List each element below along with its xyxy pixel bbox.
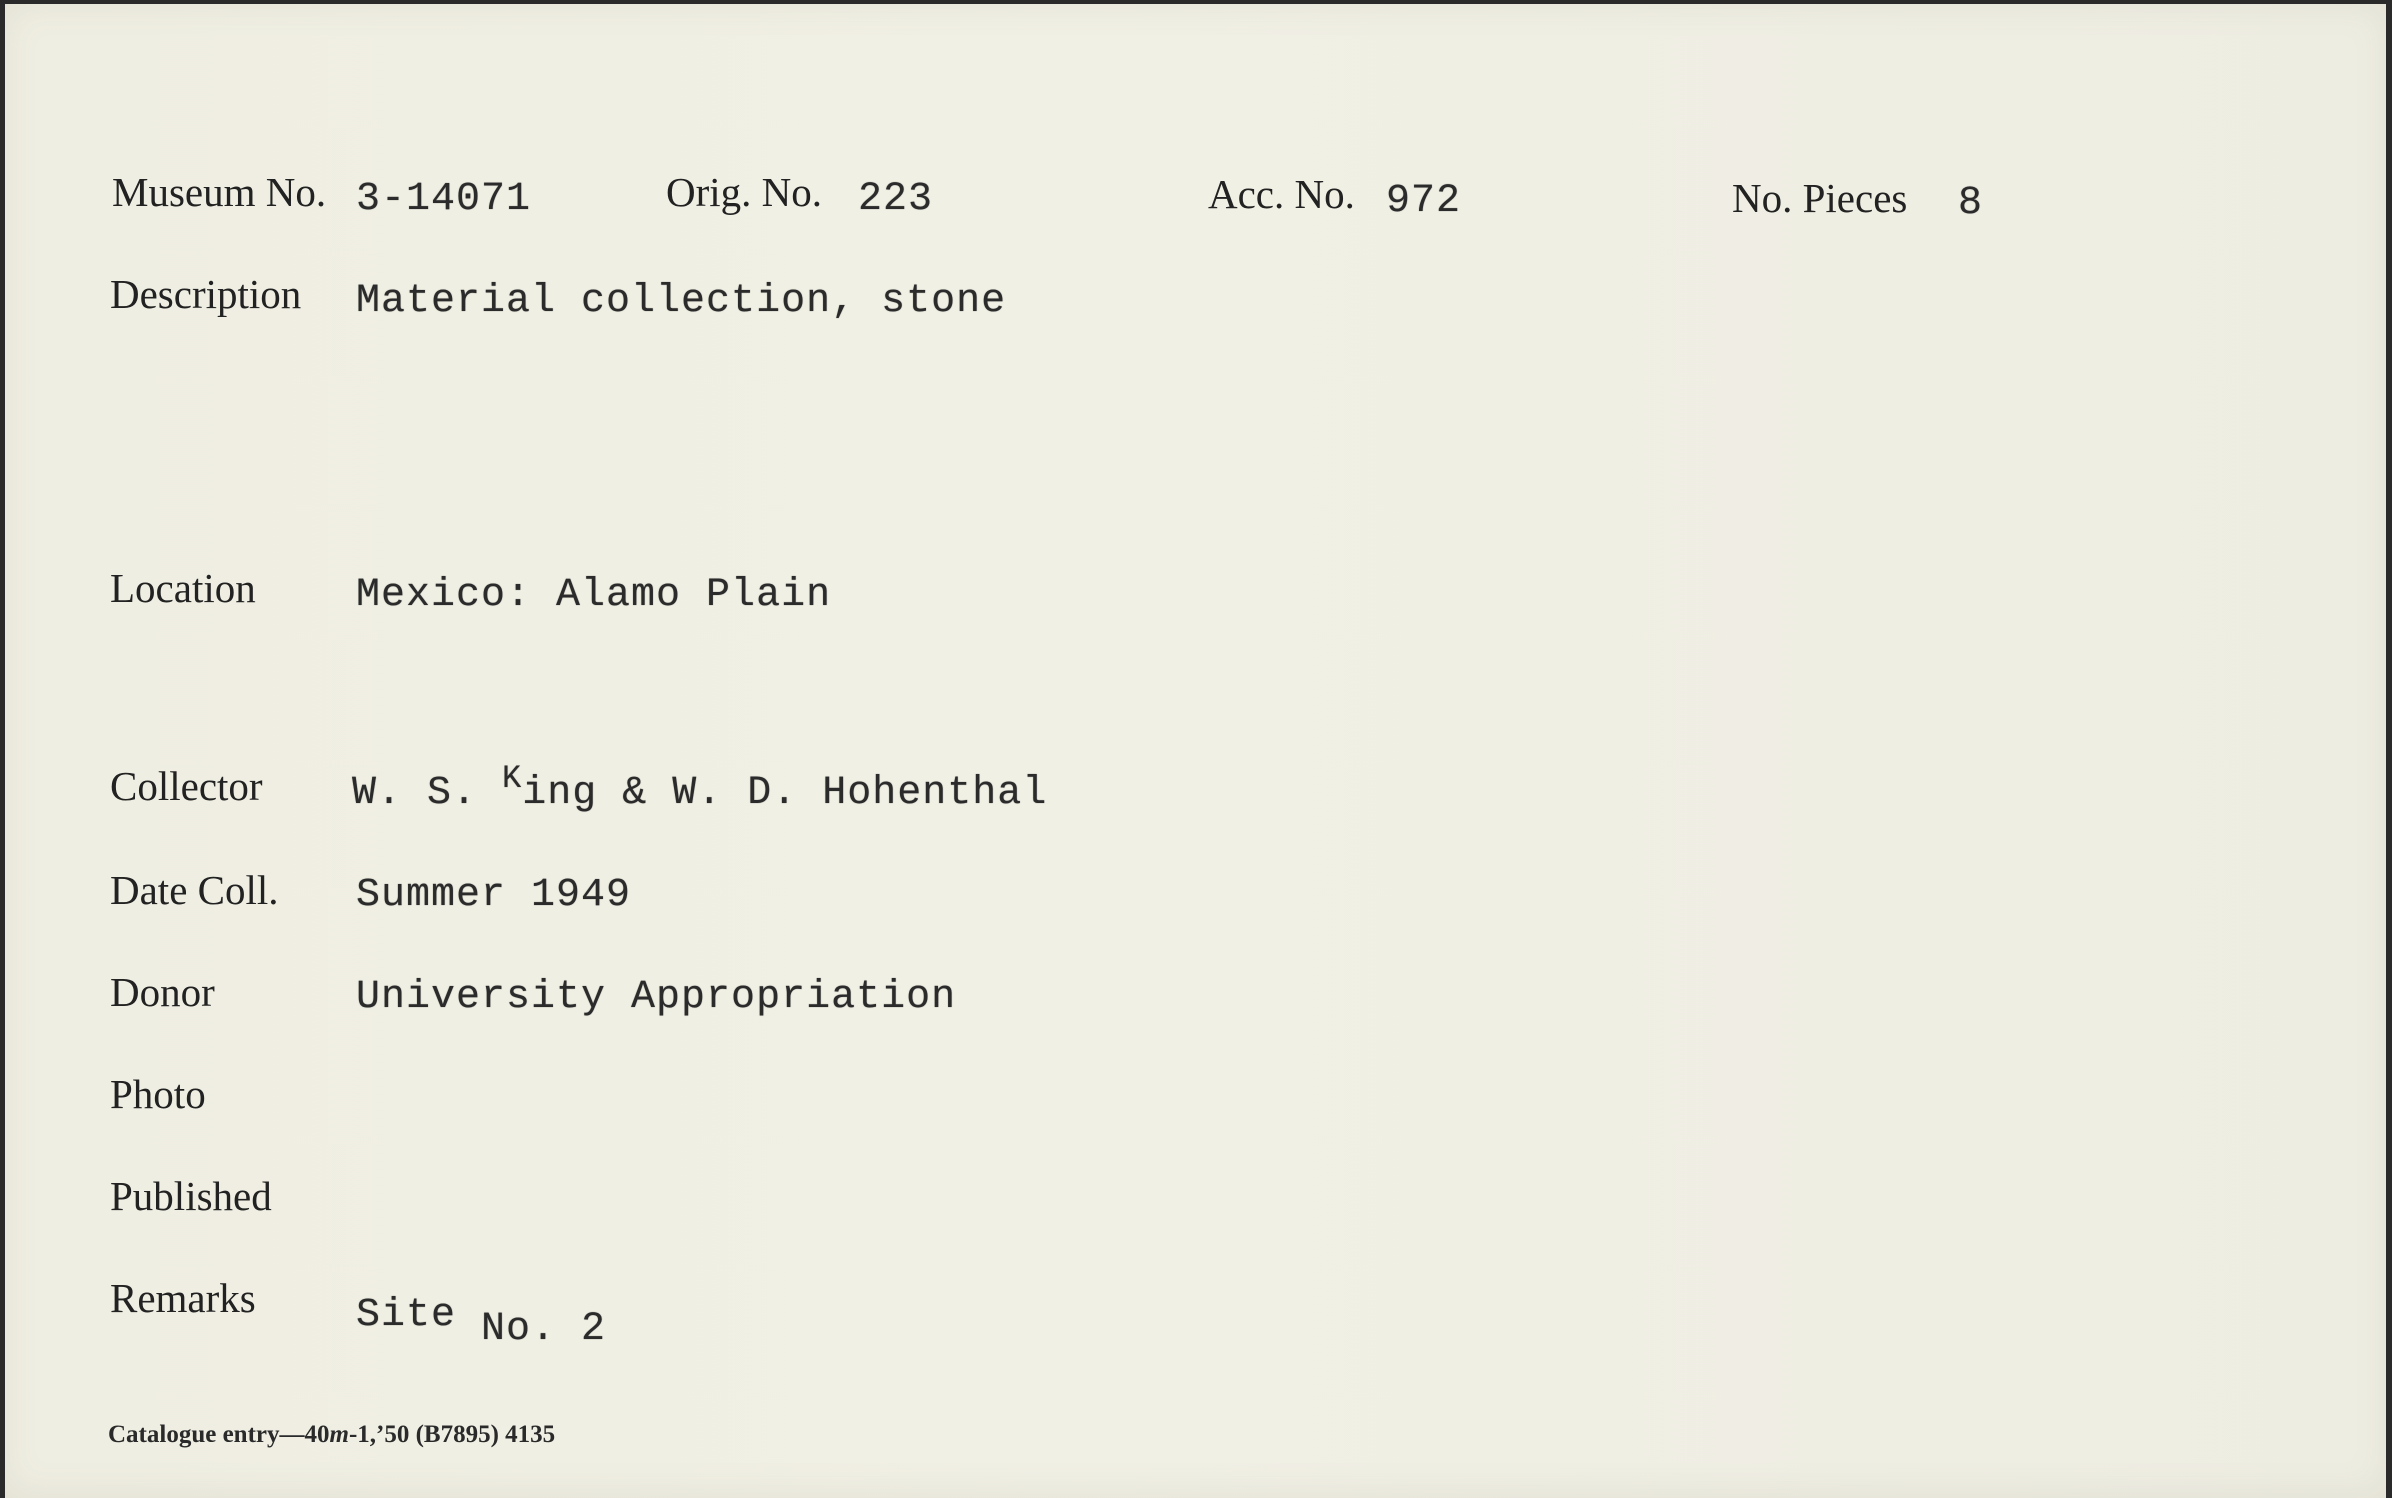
date-coll-value: Summer 1949	[356, 873, 632, 918]
no-pieces-label: No. Pieces	[1732, 175, 1908, 221]
photo-label: Photo	[110, 1071, 206, 1117]
donor-label: Donor	[110, 969, 215, 1015]
collector-value	[352, 760, 1048, 816]
catalogue-entry-footer	[108, 1422, 555, 1447]
orig-no-value: 223	[858, 177, 934, 222]
footer-suffix: -1,’50 (B7895) 4135	[348, 1421, 556, 1448]
remarks-value-site: Site	[356, 1293, 457, 1338]
remarks-value-number: No. 2	[481, 1307, 607, 1352]
date-coll-label: Date Coll.	[110, 867, 279, 913]
footer-prefix: Catalogue entry—40	[108, 1421, 330, 1448]
description-value: Material collection, stone	[356, 279, 1007, 324]
location-value: Mexico: Alamo Plain	[356, 573, 832, 618]
remarks-label: Remarks	[110, 1275, 256, 1321]
collector-value-initials: W. S.	[352, 771, 503, 816]
donor-value: University Appropriation	[356, 975, 957, 1020]
collector-value-raised-letter: K	[502, 760, 523, 797]
acc-no-label: Acc. No.	[1208, 171, 1355, 217]
no-pieces-value: 8	[1958, 181, 1984, 226]
published-label: Published	[110, 1173, 272, 1219]
location-label: Location	[110, 565, 256, 611]
remarks-value	[356, 1293, 607, 1352]
collector-value-rest: ing & W. D. Hohenthal	[522, 771, 1048, 816]
orig-no-label: Orig. No.	[666, 169, 823, 215]
museum-no-label: Museum No.	[112, 169, 327, 215]
acc-no-value: 972	[1386, 179, 1462, 224]
collector-label: Collector	[110, 763, 263, 809]
footer-italic: m	[329, 1421, 349, 1448]
description-label: Description	[110, 271, 302, 317]
museum-no-value: 3-14071	[356, 177, 532, 222]
